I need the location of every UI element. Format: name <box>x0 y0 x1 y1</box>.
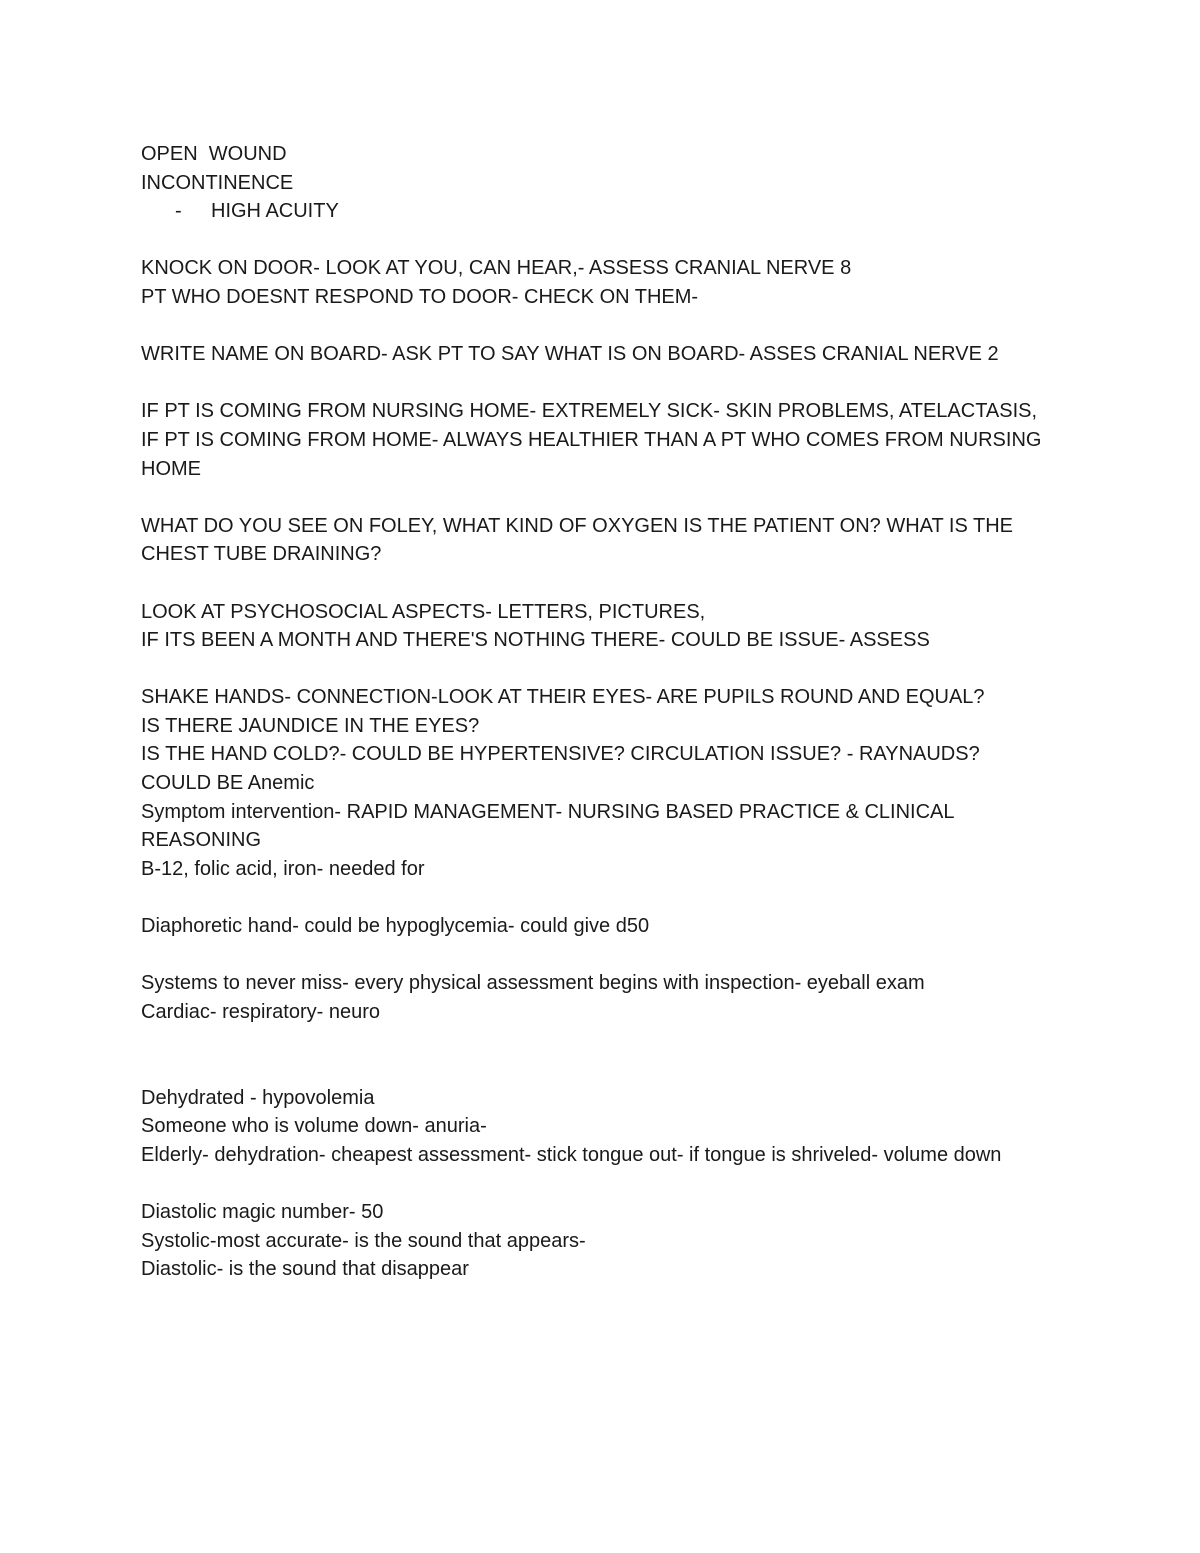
bullet-item <box>141 197 1071 226</box>
text-line: IF PT IS COMING FROM NURSING HOME- EXTREMELY SICK- SKIN PROBLEMS, ATELACTASIS, <box>141 400 1038 423</box>
text-line: Systolic-most accurate- is the sound that appears- <box>141 1229 586 1252</box>
blank-line <box>141 1026 1071 1055</box>
text-line: WHAT DO YOU SEE ON FOLEY, WHAT KIND OF OXYGEN IS THE PATIENT ON? WHAT IS THE CHEST TUBE DRAINING? <box>141 514 1019 566</box>
text-line: Diastolic magic number- 50 <box>141 1200 384 1223</box>
text-line: Diastolic- is the sound that disappear <box>141 1258 469 1281</box>
blank-line <box>141 369 1071 398</box>
text-line: Symptom intervention- RAPID MANAGEMENT- NURSING BASED PRACTICE & CLINICAL REASONING <box>141 800 960 852</box>
blank-line <box>141 569 1071 598</box>
blank-line <box>141 312 1071 341</box>
bullet-text: HIGH ACUITY <box>211 200 339 223</box>
text-line: KNOCK ON DOOR- LOOK AT YOU, CAN HEAR,- ASSESS CRANIAL NERVE 8 <box>141 257 852 280</box>
blank-line <box>141 941 1071 970</box>
text-line: IF ITS BEEN A MONTH AND THERE'S NOTHING THERE- COULD BE ISSUE- ASSESS <box>141 629 930 652</box>
blank-line <box>141 883 1071 912</box>
text-line: Diaphoretic hand- could be hypoglycemia- could give d50 <box>141 915 650 938</box>
blank-line <box>141 655 1071 684</box>
blank-line <box>141 226 1071 255</box>
text-line: Cardiac- respiratory- neuro <box>141 1000 380 1023</box>
text-line: B-12, folic acid, iron- needed for <box>141 857 425 880</box>
text-line: IS THERE JAUNDICE IN THE EYES? <box>141 714 480 737</box>
text-line: IS THE HAND COLD?- COULD BE HYPERTENSIVE? CIRCULATION ISSUE? - RAYNAUDS? <box>141 743 980 766</box>
blank-line <box>141 1169 1071 1198</box>
text-line: Elderly- dehydration- cheapest assessment- stick tongue out- if tongue is shriveled- volume down <box>141 1143 1002 1166</box>
text-line: INCONTINENCE <box>141 171 294 194</box>
text-line: Systems to never miss- every physical assessment begins with inspection- eyeball exam <box>141 972 925 995</box>
blank-line <box>141 483 1071 512</box>
text-line: PT WHO DOESNT RESPOND TO DOOR- CHECK ON THEM- <box>141 285 699 308</box>
text-line: LOOK AT PSYCHOSOCIAL ASPECTS- LETTERS, PICTURES, <box>141 600 706 623</box>
text-line: WRITE NAME ON BOARD- ASK PT TO SAY WHAT IS ON BOARD- ASSES CRANIAL NERVE 2 <box>141 343 999 366</box>
blank-line <box>141 1055 1071 1084</box>
text-line: Dehydrated - hypovolemia <box>141 1086 375 1109</box>
document-body <box>141 140 1071 1284</box>
text-line: SHAKE HANDS- CONNECTION-LOOK AT THEIR EYES- ARE PUPILS ROUND AND EQUAL? <box>141 686 985 709</box>
text-line: IF PT IS COMING FROM HOME- ALWAYS HEALTHIER THAN A PT WHO COMES FROM NURSING HOME <box>141 428 1048 480</box>
bullet-dash: - <box>175 200 182 223</box>
text-line: Someone who is volume down- anuria- <box>141 1115 487 1138</box>
text-line: COULD BE Anemic <box>141 772 315 795</box>
text-line: OPEN WOUND <box>141 143 287 165</box>
